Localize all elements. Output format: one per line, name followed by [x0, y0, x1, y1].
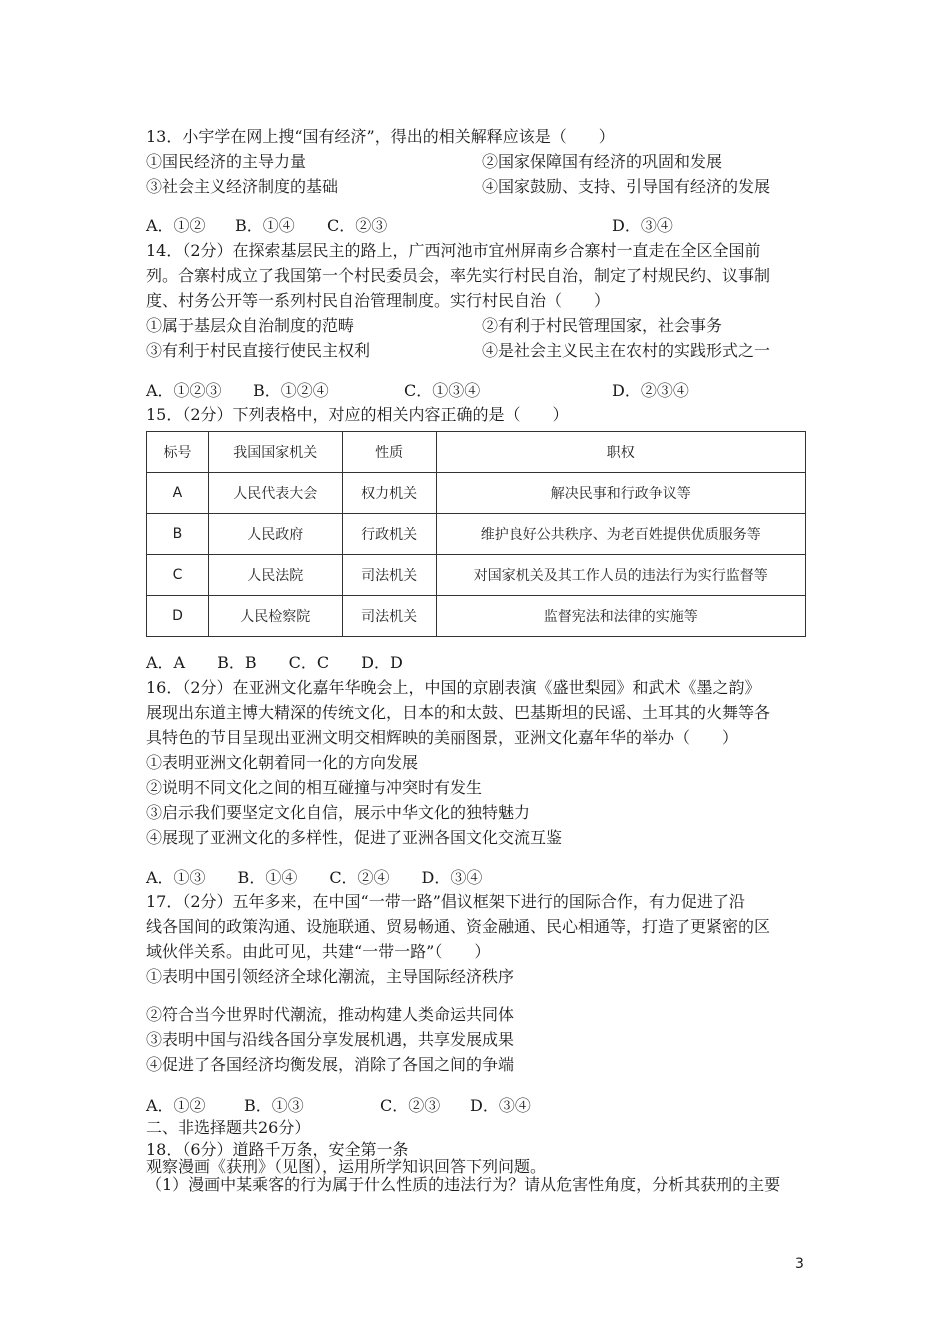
- q14-answer-c: C．①③④: [404, 381, 481, 400]
- q16-option-2: ②说明不同文化之间的相互碰撞与冲突时有发生: [146, 778, 483, 797]
- table-cell: 司法机关: [342, 555, 436, 596]
- q14-option-3: ③有利于村民直接行使民主权利: [146, 341, 371, 360]
- table-cell: 司法机关: [342, 596, 436, 637]
- q17-answer-a: A．①②: [146, 1096, 206, 1115]
- table-cell: C: [147, 555, 209, 596]
- q14-stem-line-1: 14．（2分）在探索基层民主的路上，广西河池市宜州屏南乡合寨村一直走在全区全国前: [146, 241, 761, 260]
- table-cell: D: [147, 596, 209, 637]
- q16-option-1: ①表明亚洲文化朝着同一化的方向发展: [146, 753, 419, 772]
- table-cell: 对国家机关及其工作人员的违法行为实行监督等: [436, 555, 805, 596]
- q17-answer-b: B．①③: [244, 1096, 304, 1115]
- q17-answer-d: D．③④: [470, 1096, 531, 1115]
- table-header-cell: 我国国家机关: [208, 432, 342, 473]
- q14-option-4: ④是社会主义民主在农村的实践形式之一: [482, 341, 771, 360]
- q13-option-3: ③社会主义经济制度的基础: [146, 177, 339, 196]
- q18-instruction: 观察漫画《获刑》（见图），运用所学知识回答下列问题。: [146, 1157, 547, 1176]
- q14-answer-a: A．①②③: [146, 381, 222, 400]
- table-cell: A: [147, 473, 209, 514]
- table-cell: 行政机关: [342, 514, 436, 555]
- q13-answer-b: B．①④: [235, 216, 295, 235]
- q16-option-3: ③启示我们要坚定文化自信，展示中华文化的独特魅力: [146, 803, 531, 822]
- q17-stem-line-1: 17．（2分）五年多来，在中国“一带一路”倡议框架下进行的国际合作，有力促进了沿: [146, 892, 745, 911]
- table-cell: 解决民事和行政争议等: [436, 473, 805, 514]
- q13-answer-d: D．③④: [612, 216, 673, 235]
- table-cell: 权力机关: [342, 473, 436, 514]
- q18-subquestion-1: （1）漫画中某乘客的行为属于什么性质的违法行为？请从危害性角度，分析其获刑的主要: [146, 1175, 781, 1194]
- table-cell: 维护良好公共秩序、为老百姓提供优质服务等: [436, 514, 805, 555]
- q13-option-2: ②国家保障国有经济的巩固和发展: [482, 152, 723, 171]
- q13-answer-c: C．②③: [327, 216, 388, 235]
- table-cell: 监督宪法和法律的实施等: [436, 596, 805, 637]
- q16-stem-line-1: 16．（2分）在亚洲文化嘉年华晚会上，中国的京剧表演《盛世梨园》和武术《墨之韵》: [146, 678, 761, 697]
- q13-stem: 13．小宇学在网上搜“国有经济”，得出的相关解释应该是（ ）: [146, 127, 615, 146]
- table-row: [147, 596, 806, 637]
- q17-answer-c: C．②③: [380, 1096, 441, 1115]
- q14-stem-line-3: 度、村务公开等一系列村民自治管理制度。实行村民自治（ ）: [146, 291, 611, 310]
- table-cell: 人民法院: [208, 555, 342, 596]
- q14-option-2: ②有利于村民管理国家，社会事务: [482, 316, 723, 335]
- q15-table: [146, 431, 806, 637]
- q13-option-1: ①国民经济的主导力量: [146, 152, 307, 171]
- table-cell: B: [147, 514, 209, 555]
- q17-option-1: ①表明中国引领经济全球化潮流，主导国际经济秩序: [146, 967, 515, 986]
- q14-answer-d: D．②③④: [612, 381, 689, 400]
- q17-stem-line-2: 线各国间的政策沟通、设施联通、贸易畅通、资金融通、民心相通等，打造了更紧密的区: [146, 917, 771, 936]
- page-number: 3: [795, 1256, 804, 1272]
- q17-option-4: ④促进了各国经济均衡发展，消除了各国之间的争端: [146, 1055, 515, 1074]
- q17-stem-line-3: 域伙伴关系。由此可见，共建“一带一路”（ ）: [146, 942, 491, 961]
- table-row: [147, 514, 806, 555]
- section-2-title: 二、非选择题共26分）: [146, 1118, 311, 1137]
- table-header-cell: 标号: [147, 432, 209, 473]
- q15-stem: 15．（2分）下列表格中，对应的相关内容正确的是（ ）: [146, 405, 569, 424]
- q16-stem-line-2: 展现出东道主博大精深的传统文化，日本的和太鼓、巴基斯坦的民谣、土耳其的火舞等各: [146, 703, 771, 722]
- q14-answer-b: B．①②④: [253, 381, 329, 400]
- table-cell: 人民代表大会: [208, 473, 342, 514]
- table-cell: 人民政府: [208, 514, 342, 555]
- q18-stem: 18．（6分）道路千万条，安全第一条: [146, 1140, 409, 1159]
- q15-answers: A．A B．B C．C D．D: [146, 653, 403, 672]
- q13-option-4: ④国家鼓励、支持、引导国有经济的发展: [482, 177, 771, 196]
- table-row: [147, 473, 806, 514]
- q14-stem-line-2: 列。合寨村成立了我国第一个村民委员会，率先实行村民自治，制定了村规民约、议事制: [146, 266, 771, 285]
- q14-option-1: ①属于基层众自治制度的范畴: [146, 316, 355, 335]
- table-cell: 人民检察院: [208, 596, 342, 637]
- q16-answers: A．①③ B．①④ C．②④ D．③④: [146, 868, 483, 887]
- table-header-row: [147, 432, 806, 473]
- q17-option-3: ③表明中国与沿线各国分享发展机遇，共享发展成果: [146, 1030, 515, 1049]
- table-header-cell: 职权: [436, 432, 805, 473]
- q16-stem-line-3: 具特色的节目呈现出亚洲文明交相辉映的美丽图景，亚洲文化嘉年华的举办（ ）: [146, 728, 739, 747]
- table-row: [147, 555, 806, 596]
- q17-option-2: ②符合当今世界时代潮流，推动构建人类命运共同体: [146, 1005, 515, 1024]
- q16-option-4: ④展现了亚洲文化的多样性，促进了亚洲各国文化交流互鉴: [146, 828, 563, 847]
- q13-answer-a: A．①②: [146, 216, 206, 235]
- table-header-cell: 性质: [342, 432, 436, 473]
